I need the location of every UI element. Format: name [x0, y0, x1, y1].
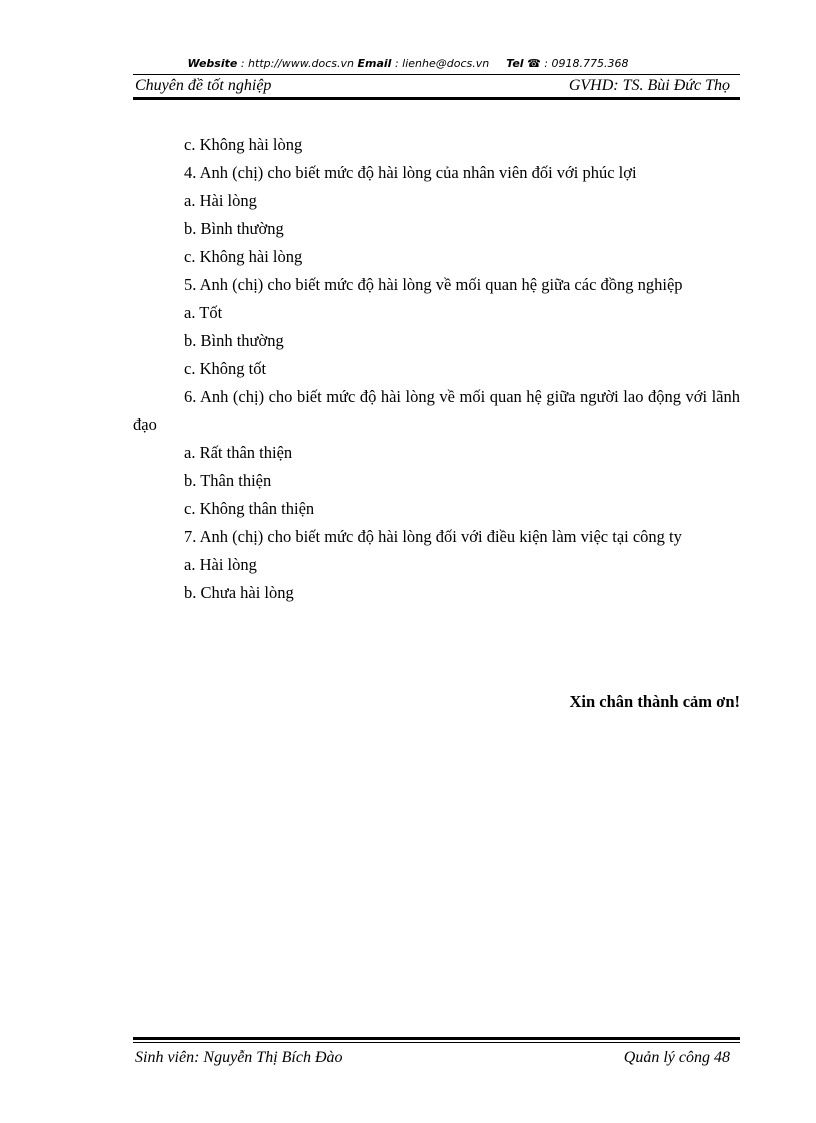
survey-question: 4. Anh (chị) cho biết mức độ hài lòng của nhân viên đối với phúc lợi	[184, 163, 637, 182]
answer-option: a. Hài lòng	[184, 555, 257, 574]
answer-option: c. Không hài lòng	[184, 135, 303, 154]
email-label: Email	[357, 57, 392, 70]
answer-option: a. Rất thân thiện	[184, 443, 293, 462]
tel-label: Tel	[506, 57, 524, 70]
answer-option: a. Hài lòng	[184, 191, 257, 210]
closing-thanks: Xin chân thành cảm ơn!	[569, 692, 740, 711]
survey-question: 5. Anh (chị) cho biết mức độ hài lòng về mối quan hệ giữa các đồng nghiệp	[184, 275, 683, 294]
survey-question: 6. Anh (chị) cho biết mức độ hài lòng về mối quan hệ giữa người lao động với lãnh đạo	[133, 387, 740, 434]
header-title: Chuyên đề tốt nghiệp	[135, 77, 272, 94]
page-footer	[133, 1037, 740, 1069]
footer-student: Sinh viên: Nguyễn Thị Bích Đào	[135, 1049, 343, 1066]
email-address: : lienhe@docs.vn	[394, 57, 490, 70]
survey-question: 7. Anh (chị) cho biết mức độ hài lòng đối với điều kiện làm việc tại công ty	[184, 527, 682, 546]
website-contact-line	[0, 57, 816, 70]
header-divider	[133, 97, 740, 100]
answer-option: b. Thân thiện	[184, 471, 272, 490]
footer-divider-thin	[133, 1042, 740, 1043]
answer-option: b. Chưa hài lòng	[184, 583, 294, 602]
website-label: Website	[187, 57, 238, 70]
footer-page-info: Quản lý công 48	[623, 1049, 730, 1066]
footer-divider	[133, 1037, 740, 1040]
answer-option: c. Không tốt	[184, 359, 267, 378]
website-url: : http://www.docs.vn	[240, 57, 355, 70]
phone-number: : 0918.775.368	[544, 57, 629, 70]
answer-option: b. Bình thường	[184, 219, 284, 238]
answer-option: a. Tốt	[184, 303, 223, 322]
phone-icon: ☎	[527, 57, 541, 70]
answer-option: c. Không thân thiện	[184, 499, 315, 518]
document-body	[133, 131, 740, 607]
header-advisor: GVHD: TS. Bùi Đức Thọ	[568, 77, 730, 94]
answer-option: b. Bình thường	[184, 331, 284, 350]
answer-option: c. Không hài lòng	[184, 247, 303, 266]
page-header	[133, 74, 740, 100]
